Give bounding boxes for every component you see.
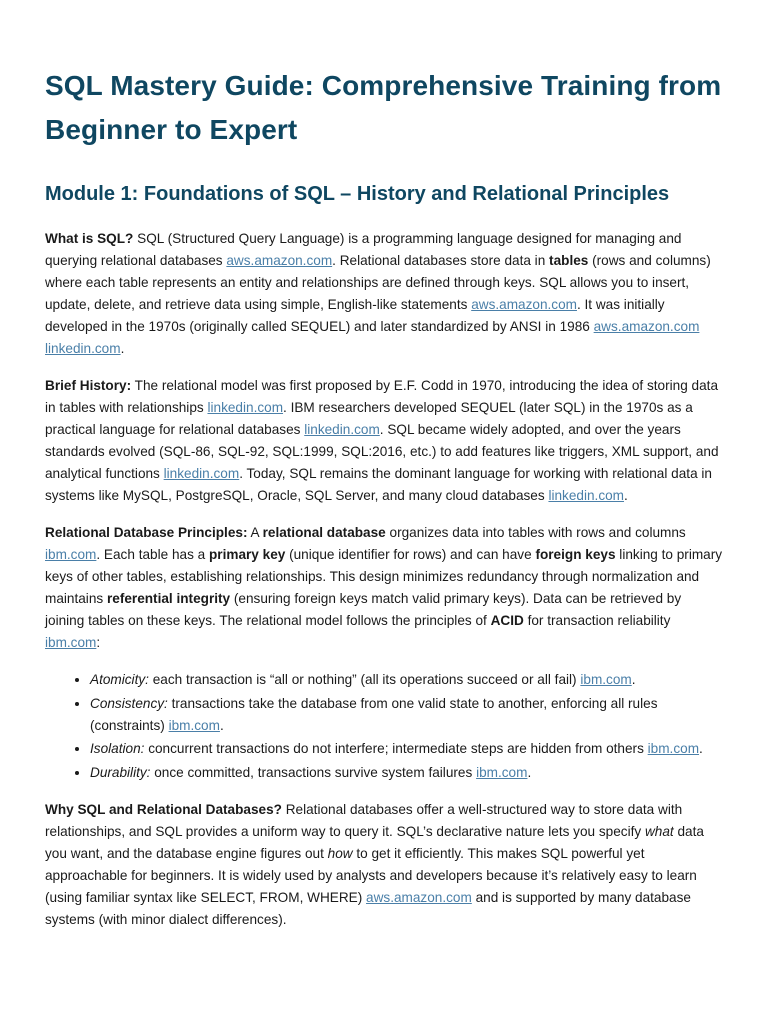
citation-link-ibm[interactable]: ibm.com: [45, 635, 97, 650]
page-title: SQL Mastery Guide: Comprehensive Training from Beginner to Expert: [45, 70, 722, 145]
list-item: [90, 669, 724, 691]
citation-link-linkedin[interactable]: linkedin.com: [304, 422, 380, 437]
citation-link-ibm[interactable]: ibm.com: [580, 672, 632, 687]
text: for transaction reliability: [523, 613, 671, 628]
text: .: [219, 717, 224, 733]
paragraph-why-sql: [45, 799, 724, 931]
citation-link-aws[interactable]: aws.amazon.com: [366, 889, 472, 905]
citation-link-aws[interactable]: aws.amazon.com: [593, 319, 700, 334]
text: linking to primary keys of other tables, establishing relationships. This design minimizes redundancy through normalization and maintains: [45, 547, 723, 606]
citation-link-aws[interactable]: aws.amazon.com: [471, 297, 577, 312]
citation-link-linkedin[interactable]: linkedin.com: [45, 341, 121, 356]
text: .: [624, 488, 628, 503]
text: .: [699, 741, 703, 756]
citation-link-linkedin[interactable]: linkedin.com: [163, 466, 240, 481]
text: once committed, transactions survive system failures: [150, 764, 477, 780]
acid-term: Durability:: [90, 764, 151, 780]
lead-why-sql: Why SQL and Relational Databases?: [45, 801, 282, 817]
citation-link-aws[interactable]: aws.amazon.com: [226, 253, 333, 268]
text: . It was initially developed in the 1970s (originally called SEQUEL) and later standardized by ANSI in 1986: [45, 297, 665, 334]
text: (rows and columns) where each table represents an entity and relationships are defined through keys. SQL allows you to insert, update, delete, and retrieve data using simple, English-like statements: [45, 253, 711, 312]
paragraph-relational-principles: [45, 522, 724, 654]
list-item: [90, 738, 724, 760]
list-item: [90, 762, 724, 784]
text: and is supported by many database systems (with minor dialect differences).: [45, 889, 691, 927]
text: (unique identifier for rows) and can have: [285, 547, 536, 562]
text: each transaction is “all or nothing” (all its operations succeed or all fail): [148, 672, 581, 687]
bold-term: referential integrity: [106, 591, 231, 606]
text: A: [247, 525, 263, 540]
text: concurrent transactions do not interfere; intermediate steps are hidden from others: [144, 741, 648, 756]
text: (ensuring foreign keys match valid primary keys). Data can be retrieved by joining tables on these keys. The relational model follows the principles of: [45, 591, 682, 628]
bold-term: primary key: [208, 547, 286, 562]
list-item: [90, 693, 724, 737]
citation-link-ibm[interactable]: ibm.com: [647, 741, 700, 756]
acid-list: [45, 669, 724, 784]
text: to get it efficiently. This makes SQL powerful yet approachable for beginners. It is widely used by analysts and developers because it’s relatively easy to learn (using familiar syntax like SELECT, FROM, WHERE): [45, 845, 697, 905]
text: Relational databases offer a well-structured way to store data with relationships, and SQL provides a uniform way to query it. SQL’s declarative nature lets you specify: [45, 801, 683, 839]
text: . Each table has a: [96, 547, 209, 562]
bold-term: ACID: [490, 613, 524, 628]
citation-link-ibm[interactable]: ibm.com: [45, 547, 97, 562]
bold-term: relational database: [262, 525, 386, 540]
text: :: [96, 635, 101, 650]
bold-term: tables: [549, 253, 589, 268]
citation-link-ibm[interactable]: ibm.com: [168, 717, 220, 733]
module-heading: Module 1: Foundations of SQL – History and Relational Principles: [45, 183, 670, 205]
paragraph-brief-history: [45, 375, 724, 507]
italic-term: what: [644, 823, 674, 839]
citation-link-linkedin[interactable]: linkedin.com: [548, 488, 625, 503]
text: .: [120, 341, 125, 356]
text: SQL (Structured Query Language) is a programming language designed for managing and querying relational databases: [45, 231, 682, 268]
text: organizes data into tables with rows and columns: [385, 525, 686, 540]
acid-term: Consistency:: [90, 695, 168, 711]
text: data you want, and the database engine figures out: [45, 823, 704, 861]
text: . Relational databases store data in: [332, 253, 550, 268]
acid-term: Atomicity:: [90, 672, 149, 687]
citation-link-ibm[interactable]: ibm.com: [476, 764, 528, 780]
text: . Today, SQL remains the dominant language for working with relational data in systems like MySQL, PostgreSQL, Oracle, SQL Server, and many cloud databases: [45, 466, 712, 503]
lead-relational-principles: Relational Database Principles:: [45, 525, 248, 540]
lead-brief-history: Brief History:: [45, 378, 132, 393]
text: The relational model was first proposed by E.F. Codd in 1970, introducing the idea of storing data in tables with relationships: [45, 378, 719, 415]
paragraph-what-is-sql: [45, 228, 724, 360]
text: . IBM researchers developed SEQUEL (later SQL) in the 1970s as a practical language for relational databases: [45, 400, 693, 437]
acid-term: Isolation:: [90, 741, 145, 756]
citation-link-linkedin[interactable]: linkedin.com: [207, 400, 284, 415]
text: transactions take the database from one valid state to another, enforcing all rules (constraints): [90, 695, 658, 733]
text: .: [631, 672, 636, 687]
bold-term: foreign keys: [535, 547, 616, 562]
text: . SQL became widely adopted, and over the years standards evolved (SQL-86, SQL-92, SQL:1999, SQL:2016, etc.) to add features like triggers, XML support, and analytical functions: [45, 422, 719, 481]
text: .: [527, 764, 532, 780]
lead-what-is-sql: What is SQL?: [45, 231, 134, 246]
italic-term: how: [327, 845, 353, 861]
